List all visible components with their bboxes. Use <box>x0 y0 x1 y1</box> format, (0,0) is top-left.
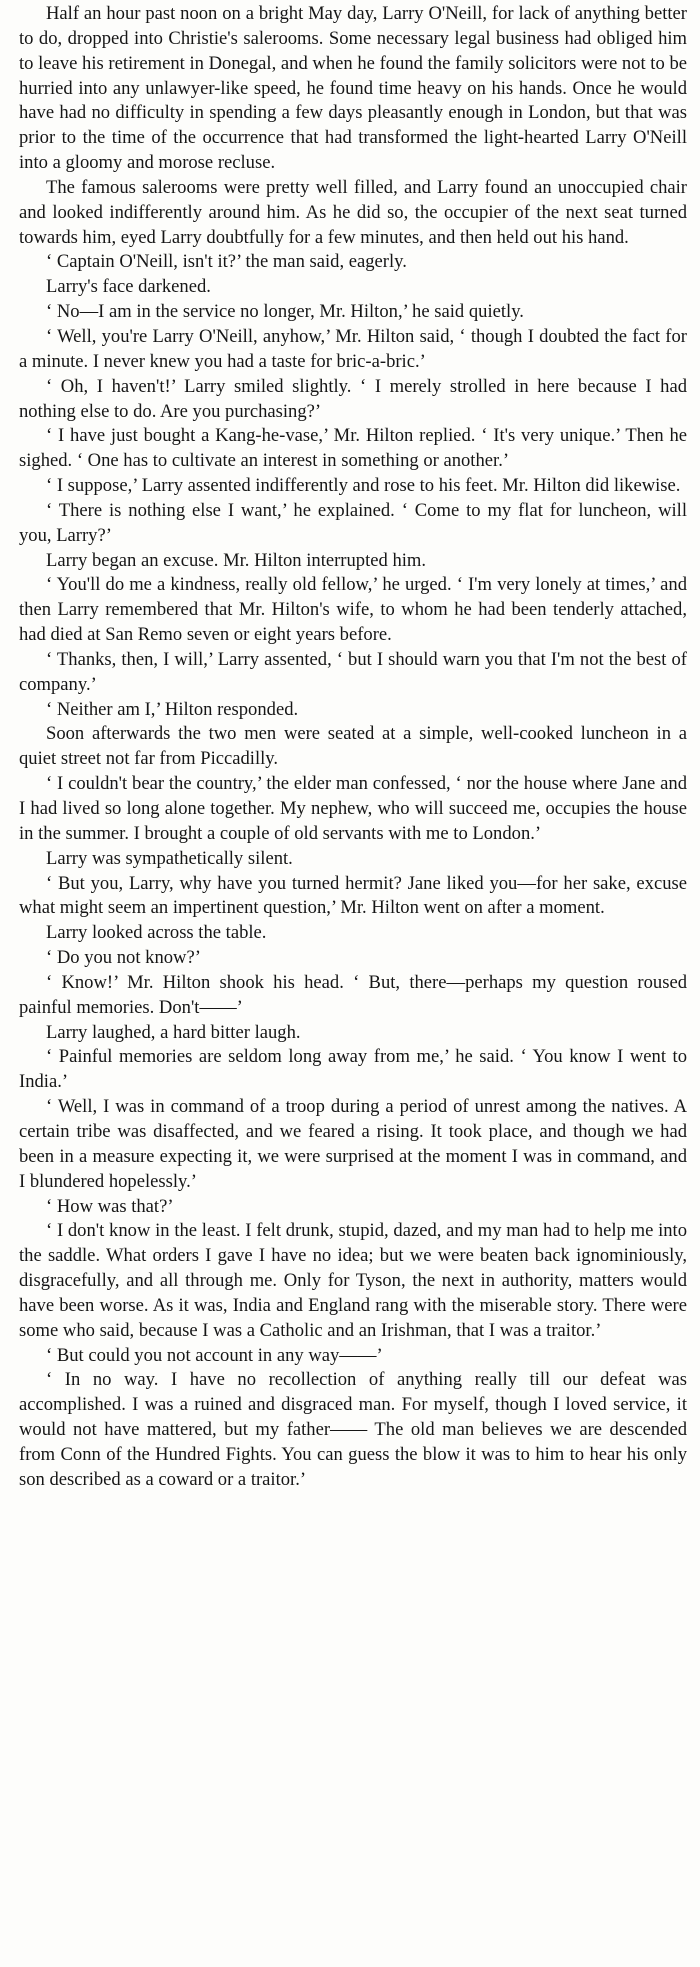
paragraph: Larry's face darkened. <box>46 276 211 298</box>
paragraph: The famous salerooms were pretty well filled, and Larry found an unoccupied chair and looked indifferently around him. As he did so, the occupier of the next seat turned towards him, eyed Larry doubtfully for a few minutes, and then held out his hand. <box>19 176 687 248</box>
paragraph: ‘ Painful memories are seldom long away from me,’ he said. ‘ You know I went to India.’ <box>19 1046 687 1093</box>
paragraph: ‘ I couldn't bear the country,’ the elder man confessed, ‘ nor the house where Jane and I had lived so long alone together. My nephew, who will succeed me, occupies the house in the summer. I brought a couple of old servants with me to London.’ <box>19 773 687 844</box>
paragraph: ‘ Neither am I,’ Hilton responded. <box>46 698 299 720</box>
paragraph: ‘ No—I am in the service no longer, Mr. Hilton,’ he said quietly. <box>46 301 524 323</box>
paragraph: Larry began an excuse. Mr. Hilton interrupted him. <box>46 549 427 571</box>
paragraph: ‘ Thanks, then, I will,’ Larry assented, ‘ but I should warn you that I'm not the best of company.’ <box>19 648 687 695</box>
paragraph: ‘ Do you not know?’ <box>46 947 201 969</box>
paragraph: ‘ I suppose,’ Larry assented indifferently and rose to his feet. Mr. Hilton did likewise. <box>46 475 681 497</box>
paragraph: ‘ But you, Larry, why have you turned hermit? Jane liked you—for her sake, excuse what might seem an impertinent question,’ Mr. Hilton went on after a moment. <box>19 872 687 919</box>
paragraph: ‘ Well, I was in command of a troop during a period of unrest among the natives. A certain tribe was disaffected, and we feared a rising. It took place, and though we had been in a measure expecting it, we were surprised at the moment I was in command, and I blundered hopelessly.’ <box>19 1096 687 1192</box>
paragraph: ‘ I don't know in the least. I felt drunk, stupid, dazed, and my man had to help me into the saddle. What orders I gave I have no idea; but we were beaten back ignominiously, disgracefully, and all through me. Only for Tyson, the next in authority, matters would have been worse. As it was, India and England rang with the miserable story. There were some who said, because I was a Catholic and an Irishman, that I was a traitor.’ <box>19 1220 687 1341</box>
paragraph: ‘ But could you not account in any way——’ <box>46 1344 383 1366</box>
paragraph: ‘ There is nothing else I want,’ he explained. ‘ Come to my flat for luncheon, will you, Larry?’ <box>19 499 687 546</box>
story-column <box>19 2 687 1493</box>
paragraph: ‘ I have just bought a Kang-he-vase,’ Mr. Hilton replied. ‘ It's very unique.’ Then he sighed. ‘ One has to cultivate an interest in something or another.’ <box>19 425 687 472</box>
paragraph: Larry looked across the table. <box>46 922 267 944</box>
paragraph: ‘ You'll do me a kindness, really old fellow,’ he urged. ‘ I'm very lonely at times,’ and then Larry remembered that Mr. Hilton's wife, to whom he had been tenderly attached, had died at San Remo seven or eight years before. <box>19 574 687 646</box>
paragraph: ‘ In no way. I have no recollection of anything really till our defeat was accomplished. I was a ruined and disgraced man. For myself, though I loved service, it would not have mattered, but my father—— The old man believes we are descended from Conn of the Hundred Fights. You can guess the blow it was to him to hear his only son described as a coward or a traitor.’ <box>19 1369 687 1490</box>
paragraph: Half an hour past noon on a bright May day, Larry O'Neill, for lack of anything better to do, dropped into Christie's salerooms. Some necessary legal business had obliged him to leave his retirement in Donegal, and when he found the family solicitors were not to be hurried into any unlawyer-like speed, he found time heavy on his hands. Once he would have had no difficulty in spending a few days pleasantly enough in London, but that was prior to the time of the occurrence that had transformed the light-hearted Larry O'Neill into a gloomy and morose recluse. <box>19 3 687 174</box>
paragraph: ‘ How was that?’ <box>46 1195 174 1217</box>
paragraph: Larry laughed, a hard bitter laugh. <box>46 1021 301 1043</box>
paragraph: ‘ Know!’ Mr. Hilton shook his head. ‘ But, there—perhaps my question roused painful memories. Don't——’ <box>19 971 687 1018</box>
paragraph: Soon afterwards the two men were seated at a simple, well-cooked luncheon in a quiet street not far from Piccadilly. <box>19 723 687 770</box>
paragraph: Larry was sympathetically silent. <box>46 847 293 869</box>
paragraph: ‘ Oh, I haven't!’ Larry smiled slightly. ‘ I merely strolled in here because I had nothing else to do. Are you purchasing?’ <box>19 375 687 422</box>
paragraph: ‘ Well, you're Larry O'Neill, anyhow,’ Mr. Hilton said, ‘ though I doubted the fact for a minute. I never knew you had a taste for bric-a-bric.’ <box>19 325 687 372</box>
paragraph: ‘ Captain O'Neill, isn't it?’ the man said, eagerly. <box>46 251 407 273</box>
